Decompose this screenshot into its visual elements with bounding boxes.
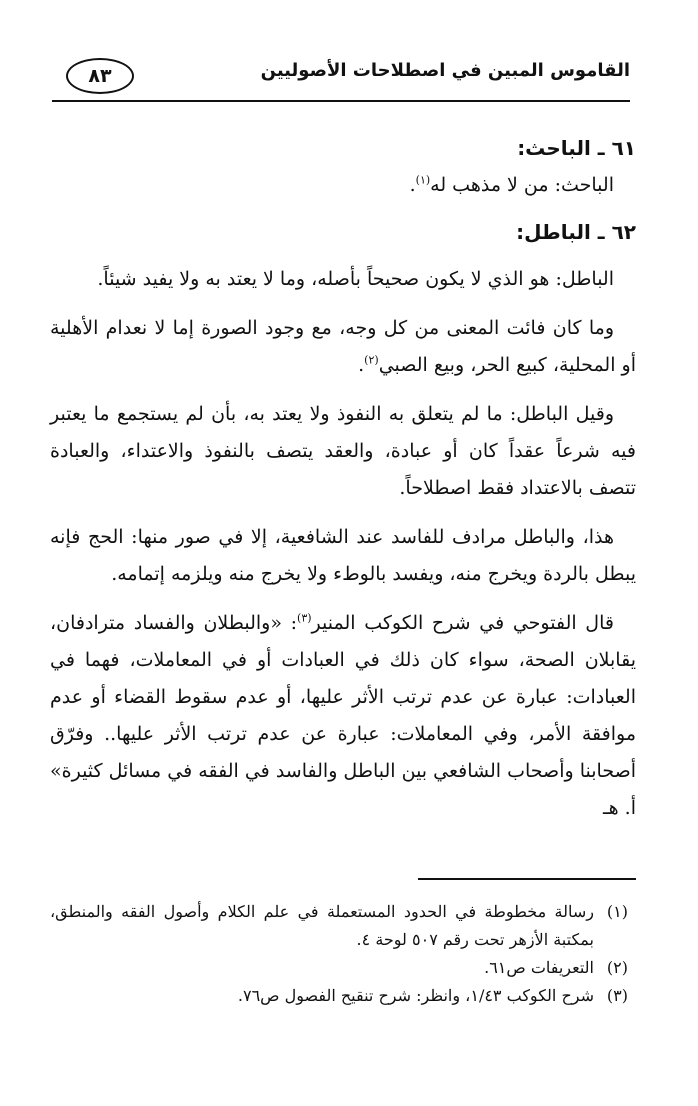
footnote	[50, 898, 628, 954]
footnote-ref: (١)	[415, 173, 431, 187]
entry-heading: ٦١ ـ الباحث:	[517, 136, 636, 160]
paragraph-tail: .	[358, 354, 365, 376]
paragraph-text: وقيل الباطل: ما لم يتعلق به النفوذ ولا يعتد به، بأن لم يستجمع ما يعتبر فيه شرعاً عقداً كان أو عبادة، والعقد يتصف بالنفوذ والاعتداء، والعبادة تتصف بالاعتداد فقط اصطلاحاً.	[50, 403, 636, 499]
paragraph-text: قال الفتوحي في شرح الكوكب المنير	[311, 612, 614, 634]
paragraph-text: وما كان فائت المعنى من كل وجه، مع وجود الصورة إما لا نعدام الأهلية أو المحلية، كبيع الحر، وبيع الصبي	[50, 317, 636, 376]
entry-heading: ٦٢ ـ الباطل:	[516, 220, 636, 244]
footnote-text: التعريفات ص٦١.	[484, 958, 594, 977]
paragraph	[50, 396, 636, 507]
footnote-text: شرح الكوكب ١/٤٣، وانظر: شرح تنقيح الفصول ص٧٦.	[237, 986, 594, 1005]
footnote	[50, 954, 628, 982]
header-rule	[52, 100, 630, 102]
paragraph	[50, 605, 636, 827]
page-number: ٨٣	[66, 58, 134, 94]
footnote-separator	[418, 878, 636, 880]
paragraph-text: الباحث: من لا مذهب له	[430, 174, 614, 196]
footnote-text: رسالة مخطوطة في الحدود المستعملة في علم الكلام وأصول الفقه والمنطق، بمكتبة الأزهر تحت رقم ٥٠٧ لوحة ٤.	[50, 902, 594, 949]
footnote-marker: (٢)	[606, 958, 628, 977]
footnotes	[50, 898, 628, 1010]
paragraph-tail: .	[409, 174, 416, 196]
footnote-marker: (١)	[606, 902, 628, 921]
main-text	[50, 130, 636, 827]
footnote-ref: (٢)	[364, 353, 379, 367]
paragraph	[50, 310, 636, 384]
running-title: القاموس المبين في اصطلاحات الأصوليين	[260, 60, 630, 81]
paragraph	[50, 167, 636, 204]
paragraph-text: هذا، والباطل مرادف للفاسد عند الشافعية، إلا في صور منها: الحج فإنه يبطل بالردة ويخرج منه، ويفسد بالوطء ولا يخرج منه ويلزمه إتمامه.	[50, 526, 636, 585]
footnote-ref: (٣)	[297, 611, 312, 625]
page-header	[52, 52, 630, 102]
paragraph-text: الباطل: هو الذي لا يكون صحيحاً بأصله، وما لا يعتد به ولا يفيد شيئاً.	[97, 268, 614, 290]
footnote-marker: (٣)	[606, 986, 628, 1005]
footnote	[50, 982, 628, 1010]
paragraph-tail: : «والبطلان والفساد مترادفان، يقابلان الصحة، سواء كان ذلك في العبادات أو في المعاملات، فهما في العبادات: عبارة عن عدم ترتب الأثر عليها، أو عدم سقوط القضاء أو عدم موافقة الأمر، وفي المعاملات: عبارة عن عدم ترتب الأثر عليها.. وفرّق أصحابنا وأصحاب الشافعي بين الباطل والفاسد في الفقه في مسائل كثيرة» أ. هـ	[50, 612, 636, 819]
paragraph	[50, 519, 636, 593]
paragraph	[50, 261, 636, 298]
